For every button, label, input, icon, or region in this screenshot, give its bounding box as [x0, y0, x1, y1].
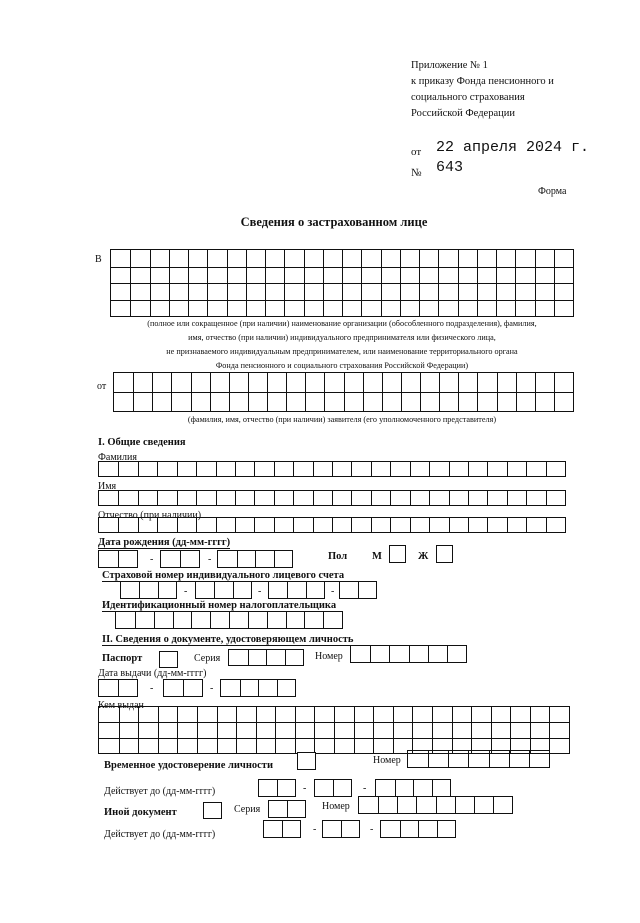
grid-lines: [221, 680, 295, 696]
other-valid-day-field[interactable]: [263, 820, 301, 838]
passport-number-field[interactable]: [350, 645, 467, 663]
recipient-grid[interactable]: [110, 249, 574, 317]
appendix-line4: Российской Федерации: [411, 108, 515, 119]
other-valid-month-field[interactable]: [322, 820, 360, 838]
issued-by-label: Кем выдан: [98, 700, 144, 711]
appendix-header: [411, 58, 554, 122]
patronymic-field[interactable]: [98, 517, 566, 533]
to-label: В: [95, 254, 102, 265]
section2-title: II. Сведения о документе, удостоверяющем личность: [102, 634, 354, 645]
grid-lines: [269, 582, 324, 598]
applicant-grid[interactable]: [113, 372, 574, 412]
temp-id-checkbox[interactable]: [297, 752, 316, 770]
temp-valid-dash-2: -: [363, 783, 367, 794]
other-number-label: Номер: [322, 801, 350, 812]
grid-lines: [99, 551, 137, 567]
other-valid-label: Действует до (дд-мм-гггг): [104, 829, 216, 840]
snils-label: Страховой номер индивидуального лицевого счета: [102, 570, 345, 581]
snils-dash-1: -: [184, 586, 188, 597]
other-doc-checkbox[interactable]: [203, 802, 222, 819]
appendix-title: Приложение № 1: [411, 60, 488, 71]
grid-lines: [323, 821, 359, 837]
grid-lines: [99, 462, 565, 476]
birth-dash-2: -: [208, 554, 212, 565]
snils-dash-3: -: [331, 586, 335, 597]
temp-valid-month-field[interactable]: [314, 779, 352, 797]
issue-year-field[interactable]: [220, 679, 296, 697]
grid-lines: [269, 801, 305, 817]
birth-month-field[interactable]: [160, 550, 200, 568]
temp-id-label: Временное удостоверение личности: [104, 760, 274, 771]
grid-lines: [381, 821, 455, 837]
sex-label: Пол: [328, 551, 348, 562]
other-doc-label: Иной документ: [104, 807, 177, 818]
issue-dash-2: -: [210, 683, 214, 694]
other-valid-dash-2: -: [370, 824, 374, 835]
sex-male-label: М: [372, 551, 382, 562]
grid-lines: [259, 780, 295, 796]
temp-id-number-field[interactable]: [407, 750, 550, 768]
grid-lines: [196, 582, 251, 598]
grid-lines: [315, 780, 351, 796]
form-label: Форма: [538, 186, 567, 197]
applicant-label: от: [97, 381, 107, 392]
grid-lines: [111, 250, 573, 316]
other-series-label: Серия: [234, 804, 261, 815]
passport-number-label: Номер: [315, 651, 343, 662]
birth-day-field[interactable]: [98, 550, 138, 568]
grid-lines: [121, 582, 176, 598]
passport-series-field[interactable]: [228, 649, 304, 666]
issued-by-field[interactable]: [98, 706, 570, 754]
temp-valid-dash-1: -: [303, 783, 307, 794]
grid-lines: [161, 551, 199, 567]
other-series-field[interactable]: [268, 800, 306, 818]
grid-lines: [99, 518, 565, 532]
grid-lines: [99, 707, 569, 753]
grid-lines: [229, 650, 303, 665]
passport-label: Паспорт: [102, 653, 143, 664]
order-date: 22 апреля 2024 г.: [436, 139, 590, 156]
snils-dash-2: -: [258, 586, 262, 597]
temp-valid-label: Действует до (дд-мм-гггг): [104, 786, 216, 797]
grid-lines: [376, 780, 450, 796]
surname-label: Фамилия: [98, 452, 137, 463]
snils-part2[interactable]: [195, 581, 252, 599]
order-number: 643: [436, 159, 464, 176]
appendix-line3: социального страхования: [411, 92, 525, 103]
other-valid-dash-1: -: [313, 824, 317, 835]
other-valid-year-field[interactable]: [380, 820, 456, 838]
passport-checkbox[interactable]: [159, 651, 178, 668]
temp-id-number-label: Номер: [373, 755, 401, 766]
inn-field[interactable]: [115, 611, 343, 629]
name-label: Имя: [98, 481, 117, 492]
grid-lines: [164, 680, 202, 696]
temp-valid-year-field[interactable]: [375, 779, 451, 797]
form-title: Сведения о застрахованном лице: [240, 215, 428, 229]
patronymic-label: Отчество (при наличии): [98, 510, 202, 521]
surname-field[interactable]: [98, 461, 566, 477]
grid-lines: [408, 751, 549, 767]
issue-day-field[interactable]: [98, 679, 138, 697]
snils-part3[interactable]: [268, 581, 325, 599]
birth-year-field[interactable]: [217, 550, 293, 568]
name-field[interactable]: [98, 490, 566, 506]
passport-series-label: Серия: [194, 653, 221, 664]
recipient-caption: (полное или сокращенное (при наличии) наименование организации (обособленного подразделения), фамилия, имя, отчество (при наличии) индивидуального предпринимателя или физического лица, не признаваемого индивидуальным предпринимателем, или наименование территориального органа Фонда пенсионного и социального страхования Российской Федерации): [147, 319, 537, 370]
snils-part1[interactable]: [120, 581, 177, 599]
sex-female-checkbox[interactable]: [436, 545, 453, 563]
sex-female-label: Ж: [418, 551, 429, 562]
birth-dash-1: -: [150, 554, 154, 565]
order-date-label: от: [411, 146, 422, 158]
birth-date-label: Дата рождения (дд-мм-гггг): [98, 537, 231, 548]
order-number-label: №: [411, 167, 422, 179]
grid-lines: [99, 680, 137, 696]
issue-dash-1: -: [150, 683, 154, 694]
applicant-caption: (фамилия, имя, отчество (при наличии) заявителя (его уполномоченного представителя): [187, 415, 497, 424]
grid-lines: [359, 797, 512, 813]
grid-lines: [218, 551, 292, 567]
section1-title: I. Общие сведения: [98, 437, 186, 448]
appendix-line2: к приказу Фонда пенсионного и: [411, 76, 554, 87]
inn-label: Идентификационный номер налогоплательщика: [102, 600, 337, 611]
grid-lines: [340, 582, 376, 598]
sex-male-checkbox[interactable]: [389, 545, 406, 563]
issue-month-field[interactable]: [163, 679, 203, 697]
grid-lines: [264, 821, 300, 837]
grid-lines: [116, 612, 342, 628]
issue-date-label: Дата выдачи (дд-мм-гггг): [98, 668, 207, 679]
grid-lines: [351, 646, 466, 662]
snils-checksum[interactable]: [339, 581, 377, 599]
other-number-field[interactable]: [358, 796, 513, 814]
temp-valid-day-field[interactable]: [258, 779, 296, 797]
grid-lines: [114, 373, 573, 411]
grid-lines: [99, 491, 565, 505]
